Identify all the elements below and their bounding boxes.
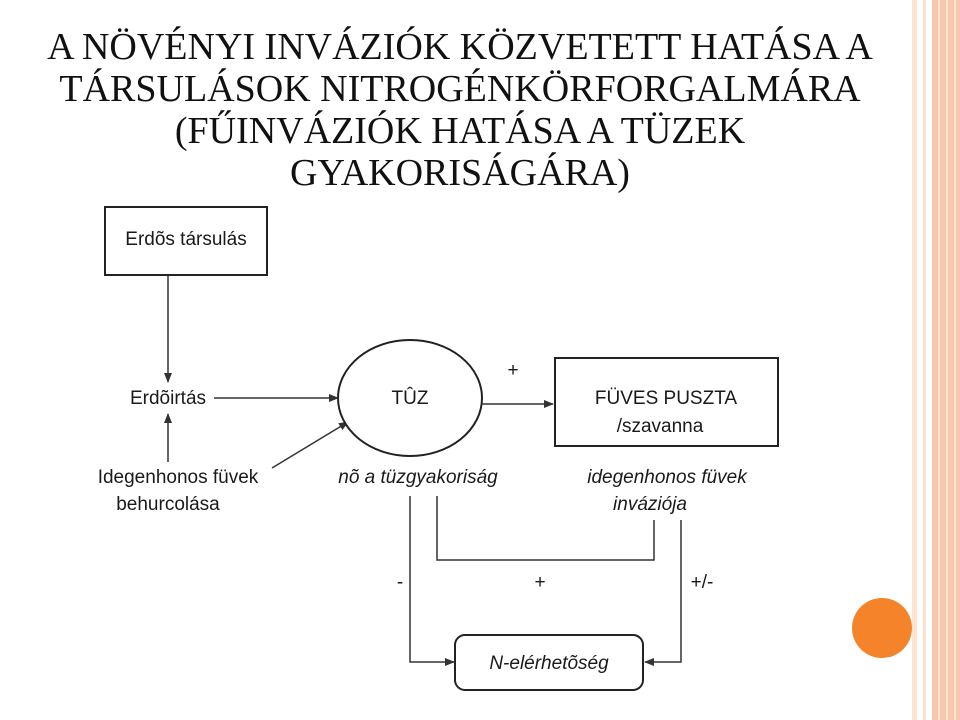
sign-loop-plus: + (534, 572, 546, 593)
invasion-label-2: inváziója (613, 494, 687, 515)
slide-title: A NÖVÉNYI INVÁZIÓK KÖZVETETT HATÁSA A TÁRSULÁSOK NITROGÉNKÖRFORGALMÁRA (FŰINVÁZIÓK HATÁSA A TÜZEK GYAKORISÁGÁRA) (47, 26, 873, 194)
sign-plus-minus: +/- (690, 572, 714, 593)
sign-minus: - (396, 572, 404, 593)
arrow-invasion-to-n (645, 520, 681, 662)
forest-box-label: Erdõs társulás (125, 229, 247, 250)
deforestation-label: Erdõirtás (129, 388, 207, 409)
alien-grass-label-2: behurcolása (116, 494, 220, 515)
grassland-label-2: /szavanna (616, 416, 704, 437)
arrow-alien-to-fire (272, 422, 348, 468)
fire-frequency-label: nõ a tüzgyakoriság (338, 467, 498, 488)
arrow-fire-frequency-to-n (410, 496, 454, 662)
fire-label: TÛZ (391, 388, 429, 409)
grassland-label-1: FÜVES PUSZTA (594, 388, 738, 409)
alien-grass-label-1: Idegenhonos füvek (97, 467, 259, 488)
invasion-label-1: idegenhonos füvek (587, 467, 747, 488)
orange-circle-decoration (852, 598, 912, 658)
n-availability-label: N-elérhetõség (489, 653, 609, 674)
sign-fire-to-grassland: + (507, 360, 519, 381)
